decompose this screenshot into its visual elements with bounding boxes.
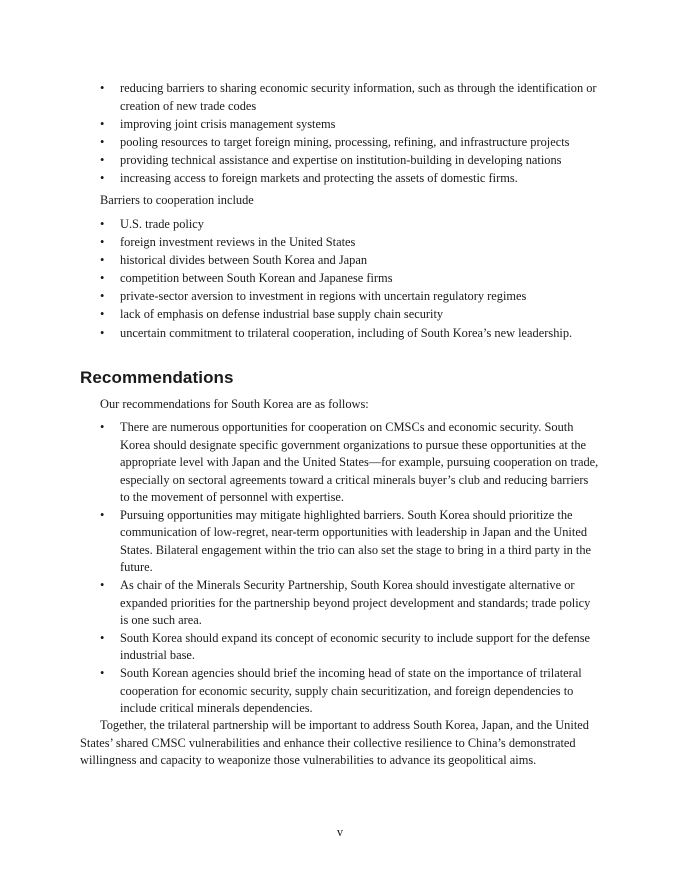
bullet-icon: • (100, 152, 105, 167)
bullet-icon: • (100, 420, 105, 434)
cooperation-areas-list (100, 80, 600, 188)
list-item (100, 507, 600, 577)
list-item-text: There are numerous opportunities for cooperation on CMSCs and economic security. South Korea should designate specific government organizations to pursue these opportunities at the appropriate level with Japan and the United States—for example, pursuing cooperation on trade, especially on sectoral agreements toward a critical minerals buyer’s club and reducing barriers to the movement of personnel with expertise. (120, 420, 599, 504)
bullet-icon: • (100, 235, 105, 250)
bullet-icon: • (100, 507, 105, 522)
bullet-icon: • (100, 81, 105, 95)
list-item (100, 80, 600, 115)
bullet-icon: • (100, 116, 105, 131)
list-item-text: improving joint crisis management systems (120, 116, 336, 131)
bullet-icon: • (100, 307, 105, 322)
bullet-icon: • (100, 289, 105, 304)
bullet-icon: • (100, 578, 105, 593)
bullet-icon: • (100, 325, 105, 340)
recommendations-list (100, 419, 600, 718)
bullet-icon: • (100, 666, 105, 681)
list-item (100, 216, 600, 234)
page-number: v (336, 825, 344, 839)
list-item-text: lack of emphasis on defense industrial base supply chain security (120, 307, 444, 322)
list-item (100, 270, 600, 288)
list-item (100, 234, 600, 252)
list-item (100, 288, 600, 306)
list-item (100, 325, 600, 343)
closing-paragraph: Together, the trilateral partnership will be important to address South Korea, Japan, and the United States’ shared CMSC vulnerabilities and enhance their collective resilience to China’s demonstrated willingness and capacity to weaponize those vulnerabilities to advance its geopolitical aims. (80, 718, 589, 767)
list-item-text: As chair of the Minerals Security Partnership, South Korea should investigate alternative or expanded priorities for the partnership beyond project development and standards; trade policy is one such area. (120, 578, 591, 628)
list-item-text: South Korea should expand its concept of economic security to include support for the defense industrial base. (120, 630, 591, 663)
list-item-text: uncertain commitment to trilateral cooperation, including of South Korea’s new leadership. (120, 325, 573, 340)
bullet-icon: • (100, 271, 105, 286)
recommendations-lead-paragraph: Our recommendations for South Korea are as follows: (100, 397, 369, 411)
list-item (100, 116, 600, 134)
bullet-icon: • (100, 253, 105, 268)
bullet-icon: • (100, 170, 105, 185)
list-item (100, 134, 600, 152)
list-item (100, 252, 600, 270)
list-item-text: increasing access to foreign markets and protecting the assets of domestic firms. (120, 170, 518, 185)
list-item-text: reducing barriers to sharing economic security information, such as through the identification or creation of new trade codes (120, 81, 597, 113)
bullet-icon: • (100, 134, 105, 149)
barriers-list (100, 216, 600, 343)
list-item-text: foreign investment reviews in the United States (120, 235, 356, 250)
list-item (100, 170, 600, 188)
list-item (100, 665, 600, 718)
list-item-text: pooling resources to target foreign mining, processing, refining, and infrastructure projects (120, 134, 570, 149)
list-item-text: private-sector aversion to investment in regions with uncertain regulatory regimes (120, 289, 527, 304)
list-item-text: historical divides between South Korea and Japan (120, 253, 368, 268)
list-item (100, 419, 600, 507)
barriers-lead-paragraph: Barriers to cooperation include (100, 193, 254, 207)
list-item-text: South Korean agencies should brief the incoming head of state on the importance of trilateral cooperation for economic security, supply chain securitization, and foreign dependencies to include critical minerals dependencies. (120, 666, 582, 716)
list-item (100, 630, 600, 665)
list-item (100, 306, 600, 324)
list-item-text: competition between South Korean and Japanese firms (120, 271, 393, 286)
list-item-text: providing technical assistance and expertise on institution-building in developing nations (120, 152, 562, 167)
list-item-text: Pursuing opportunities may mitigate highlighted barriers. South Korea should prioritize the communication of low-regret, near-term opportunities with leadership in Japan and the United States. Bilateral engagement within the trio can also set the stage to bring in a third party in the future. (120, 507, 592, 575)
recommendations-heading: Recommendations (80, 368, 234, 387)
bullet-icon: • (100, 630, 105, 645)
list-item-text: U.S. trade policy (120, 217, 204, 231)
list-item (100, 152, 600, 170)
list-item (100, 577, 600, 630)
bullet-icon: • (100, 217, 105, 231)
